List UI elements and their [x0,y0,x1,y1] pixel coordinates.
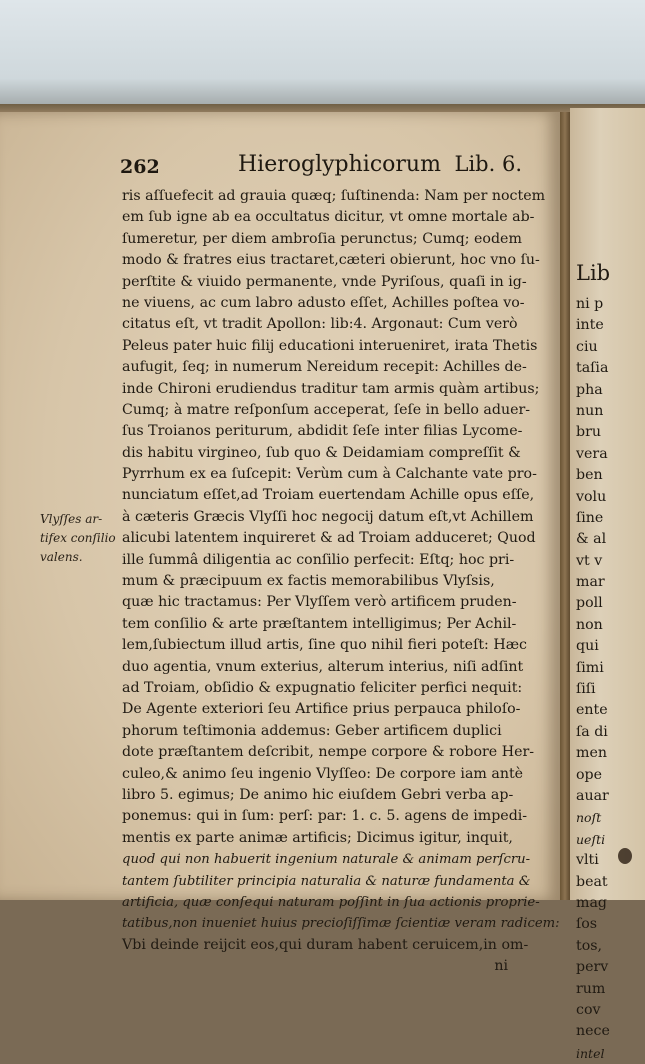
text-line: ne viuens, ac cum labro adusto eſſet, Achilles poſtea vo- [122,294,525,311]
text-line: culeo,& animo ſeu ingenio Vlyſſeo: De corpore iam antè [122,765,524,782]
text-line: tatibus,non inueniet huius precioſiſſimæ ſcientiæ veram radicem: [122,916,560,932]
scan-background [0,0,645,112]
facing-page-header: Lib [576,261,611,285]
body-text [122,186,560,977]
facing-text-line: nece [576,1023,610,1040]
facing-text-line: ſos [576,916,598,933]
facing-text-line: qui [576,638,599,655]
text-line: ad Troiam, obſidio & expugnatio feliciter perfici nequit: [122,679,523,696]
marginal-line: Vlyſſes ar- [40,512,103,526]
text-line: Vbi deinde reijcit eos,qui duram habent ceruicem,in om- [122,936,529,953]
facing-text-line: ciu [576,338,598,355]
facing-text-line: ben [576,467,603,484]
text-line: libro 5. egimus; De animo hic eiuſdem Gebri verba ap- [122,786,514,803]
text-line: phorum teſtimonia addemus: Geber artificem duplici [122,722,502,739]
text-line: citatus eſt, vt tradit Apollon: lib:4. Argonaut: Cum verò [122,316,518,333]
text-line: modo & fratres eius tractaret,cæteri obierunt, hoc vno ſu- [122,252,540,269]
ink-stain [618,848,632,864]
text-line: quod qui non habuerit ingenium naturale & animam perſcru- [122,852,531,868]
text-line: tantem ſubtiliter principia naturalia & naturæ fundamenta & [122,873,531,889]
facing-text-line: beat [576,873,608,890]
text-line: ſus Troianos periturum, abdidit ſeſe inter filias Lycome- [122,423,523,440]
facing-page-text [576,258,610,1064]
facing-text-line: pha [576,381,603,398]
facing-text-line: cov [576,1001,601,1018]
facing-text-line: mar [576,574,605,591]
facing-text-line: ente [576,702,608,719]
text-line: ris aſſuefecit ad grauia quæq; ſuſtinenda: Nam per noctem [122,188,546,204]
text-line: ille ſummâ diligentia ac conſilio perfecit: Eſtq; hoc pri- [122,551,515,568]
book-number: Lib. 6. [454,152,522,176]
facing-text-line: poll [576,595,603,612]
facing-text-line: volu [576,488,607,505]
marginal-note [40,510,120,567]
marginal-line: valens. [40,550,83,564]
text-line: dote præſtantem deſcribit, nempe corpore & robore Her- [122,744,535,761]
text-line: Peleus pater huic filij educationi interueniret, irata Thetis [122,337,538,354]
facing-page-lines [576,294,610,1064]
facing-text-line: ope [576,766,603,783]
text-line: ponemus: qui in ſum: perſ: par: 1. c. 5. agens de impedi- [122,808,528,825]
facing-text-line: tos, [576,937,603,954]
text-line: em ſub igne ab ea occultatus dicitur, vt omne mortale ab- [122,209,535,226]
facing-text-line: ſine [576,509,604,526]
facing-text-line: ſiſi [576,681,596,698]
page-number: 262 [120,156,160,178]
text-line: mum & præcipuum ex factis memorabilibus Vlyſsis, [122,573,495,590]
text-line: duo agentia, vnum exterius, alterum interius, niſi adſint [122,658,524,675]
facing-text-line: ni p [576,296,604,312]
facing-text-line: rum [576,980,606,997]
text-line: aufugit, ſeq; in numerum Nereidum recepit: Achilles de- [122,359,527,376]
facing-text-line: intel [576,1045,605,1061]
facing-text-line: mag [576,894,607,911]
facing-text-line: vera [576,445,608,462]
text-line: quæ hic tractamus: Per Vlyſſem verò artificem pruden- [122,594,517,611]
facing-text-line: inte [576,317,604,334]
text-line: De Agente exteriori ſeu Artifice prius perpauca philoſo- [122,701,521,718]
facing-text-line: nun [576,402,604,419]
text-line: dis habitu virgineo, ſub quo & Deidamiam compreſſit & [122,444,521,461]
facing-text-line: bru [576,424,602,441]
text-line: mentis ex parte animæ artificis; Dicimus igitur, inquit, [122,829,513,846]
text-line: inde Chironi erudiendus traditur tam armis quàm artibus; [122,380,540,397]
text-line: à cæteris Græcis Vlyſſi hoc negocij datum eſt,vt Achillem [122,508,534,525]
marginal-line: tifex conſilio [40,531,116,545]
right-page-fragment [570,108,645,1061]
facing-text-line: ſa di [576,723,608,740]
facing-text-line: non [576,616,603,633]
running-title: Hieroglyphicorum [238,152,441,177]
text-line: tem conſilio & arte præſtantem intelligimus; Per Achil- [122,615,517,632]
facing-text-line: vt v [576,552,603,569]
facing-text-line: & al [576,531,607,548]
book-gutter [560,112,570,900]
facing-text-line: ſimi [576,659,604,676]
text-line: Pyrrhum ex ea ſuſcepit: Verùm cum à Calchante vate pro- [122,466,537,483]
text-line: ſumeretur, per diem ambroſia perunctus; Cumq; eodem [122,230,522,247]
text-line: Cumq; à matre reſponſum acceperat, ſeſe in bello aduer- [122,401,531,418]
text-line: lem,ſubiectum illud artis, ſine quo nihil fieri poteſt: Hæc [122,637,527,654]
text-line: artificia, quæ conſequi naturam poſſint in ſua actionis proprie- [122,894,540,910]
text-line: alicubi latentem inquireret & ad Troiam adduceret; Quod [122,530,536,547]
facing-text-line: men [576,745,607,762]
text-line: nunciatum eſſet,ad Troiam euertendam Achille opus eſſe, [122,487,535,504]
text-line: ni [494,958,508,975]
facing-text-line: auar [576,787,609,804]
page-header [120,150,522,182]
facing-text-line: taſia [576,360,609,377]
facing-text-line: noſt [576,810,602,826]
facing-text-line: perv [576,959,609,976]
text-line: perſtite & viuido permanente, vnde Pyriſous, quaſi in ig- [122,273,527,290]
facing-text-line: ueſti [576,831,606,847]
facing-text-line: vlti [576,852,599,869]
